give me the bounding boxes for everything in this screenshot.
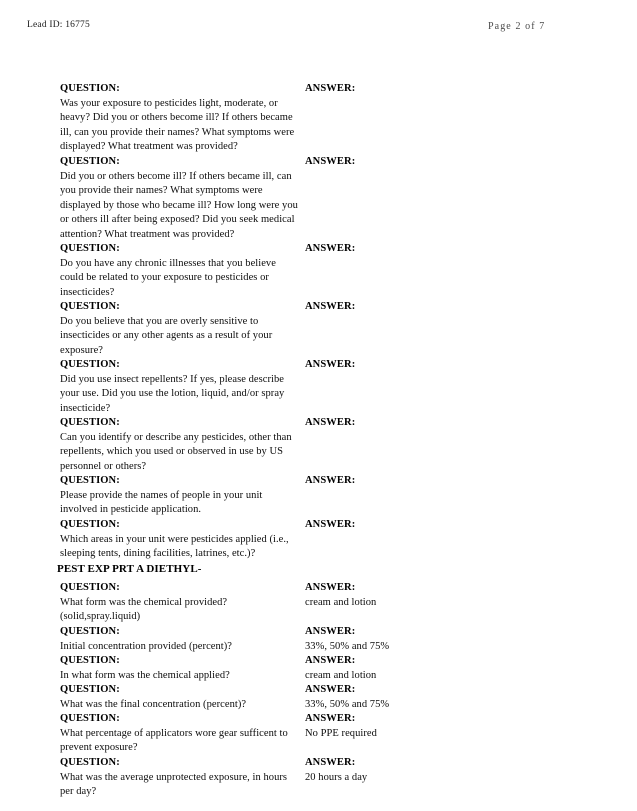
page-number-text: Page 2 of 7 [488, 21, 546, 32]
answer-label: ANSWER: [305, 713, 356, 724]
question-text: Please provide the names of people in your unit involved in pesticide application. [60, 489, 263, 515]
qa-row [0, 358, 637, 416]
question-label: QUESTION: [60, 156, 120, 167]
qa-row [0, 683, 637, 712]
question-column [60, 474, 300, 518]
answer-label: ANSWER: [305, 684, 356, 695]
answer-column [305, 581, 555, 610]
lead-id-text: Lead ID: 16775 [27, 20, 90, 30]
answer-label: ANSWER: [305, 519, 356, 530]
answer-column [305, 155, 555, 170]
question-column [60, 82, 300, 155]
question-label: QUESTION: [60, 519, 120, 530]
qa-row [0, 581, 637, 625]
question-text: Which areas in your unit were pesticides applied (i.e., sleeping tents, dining facilities, latrines, etc.)? [60, 533, 289, 559]
question-column [60, 300, 300, 358]
qa-row [0, 300, 637, 358]
answer-text: 20 hours a day [305, 771, 368, 783]
question-text: Do you have any chronic illnesses that you believe could be related to your exposure to pesticides or insecticides? [60, 257, 276, 298]
qa-list [0, 82, 637, 800]
answer-column [305, 416, 555, 431]
answer-column [305, 712, 555, 741]
question-label: QUESTION: [60, 626, 120, 637]
question-text: Can you identify or describe any pesticides, other than repellents, which you used or observed in use by US personnel or others? [60, 431, 292, 472]
question-text: Initial concentration provided (percent)? [60, 640, 233, 652]
answer-text: 33%, 50% and 75% [305, 640, 390, 652]
qa-row [0, 474, 637, 518]
question-text: What was the average unprotected exposure, in hours per day? [60, 771, 288, 797]
question-column [60, 581, 300, 625]
question-label: QUESTION: [60, 83, 120, 94]
question-column [60, 683, 300, 712]
question-label: QUESTION: [60, 301, 120, 312]
answer-column [305, 518, 555, 533]
question-label: QUESTION: [60, 243, 120, 254]
question-text: Did you use insect repellents? If yes, please describe your use. Did you use the lotion, liquid, and/or spray insecticide? [60, 373, 285, 414]
question-text: Do you believe that you are overly sensitive to insecticides or any other agents as a result of your exposure? [60, 315, 273, 356]
question-label: QUESTION: [60, 655, 120, 666]
answer-column [305, 242, 555, 257]
answer-column [305, 625, 555, 654]
qa-row [0, 712, 637, 756]
question-column [60, 654, 300, 683]
qa-row [0, 756, 637, 800]
question-column [60, 358, 300, 416]
answer-column [305, 756, 555, 785]
question-text: What was the final concentration (percent)? [60, 698, 247, 710]
question-text: Did you or others become ill? If others became ill, can you provide their names? What symptoms were displayed by those who became ill? How long were you or others ill after being exposed? Did you seek medical attention? What treatment was provided? [60, 170, 298, 240]
answer-label: ANSWER: [305, 626, 356, 637]
answer-text: cream and lotion [305, 596, 377, 608]
question-text: What form was the chemical provided?(solid,spray.liquid) [60, 596, 228, 622]
answer-column [305, 82, 555, 97]
answer-label: ANSWER: [305, 83, 356, 94]
answer-text: cream and lotion [305, 669, 377, 681]
question-label: QUESTION: [60, 475, 120, 486]
question-column [60, 712, 300, 756]
answer-label: ANSWER: [305, 757, 356, 768]
qa-row [0, 518, 637, 562]
answer-text: 33%, 50% and 75% [305, 698, 390, 710]
question-label: QUESTION: [60, 713, 120, 724]
answer-label: ANSWER: [305, 301, 356, 312]
qa-row [0, 654, 637, 683]
question-label: QUESTION: [60, 684, 120, 695]
answer-label: ANSWER: [305, 582, 356, 593]
question-label: QUESTION: [60, 582, 120, 593]
answer-label: ANSWER: [305, 475, 356, 486]
question-column [60, 242, 300, 300]
question-label: QUESTION: [60, 417, 120, 428]
answer-column [305, 358, 555, 373]
qa-row [0, 242, 637, 300]
answer-text: No PPE required [305, 727, 377, 739]
answer-label: ANSWER: [305, 359, 356, 370]
answer-label: ANSWER: [305, 243, 356, 254]
question-label: QUESTION: [60, 757, 120, 768]
question-column [60, 625, 300, 654]
question-column [60, 155, 300, 242]
qa-row [0, 416, 637, 474]
answer-column [305, 300, 555, 315]
answer-column [305, 683, 555, 712]
answer-column [305, 474, 555, 489]
question-text: In what form was the chemical applied? [60, 669, 230, 681]
section-heading-label: PEST EXP PRT A DIETHYL- [57, 563, 202, 575]
question-text: What percentage of applicators wore gear sufficent to prevent exposure? [60, 727, 288, 753]
question-label: QUESTION: [60, 359, 120, 370]
question-column [60, 416, 300, 474]
question-column [60, 518, 300, 562]
question-text: Was your exposure to pesticides light, moderate, or heavy? Did you or others become ill? If others became ill, can you provide their names? What symptoms were displayed? What treatment was provided? [60, 97, 295, 152]
qa-row [0, 82, 637, 155]
answer-column [305, 654, 555, 683]
answer-label: ANSWER: [305, 417, 356, 428]
section-heading [0, 562, 637, 581]
answer-label: ANSWER: [305, 655, 356, 666]
answer-label: ANSWER: [305, 156, 356, 167]
question-column [60, 756, 300, 800]
qa-row [0, 155, 637, 242]
page-header [0, 20, 637, 40]
qa-row [0, 625, 637, 654]
